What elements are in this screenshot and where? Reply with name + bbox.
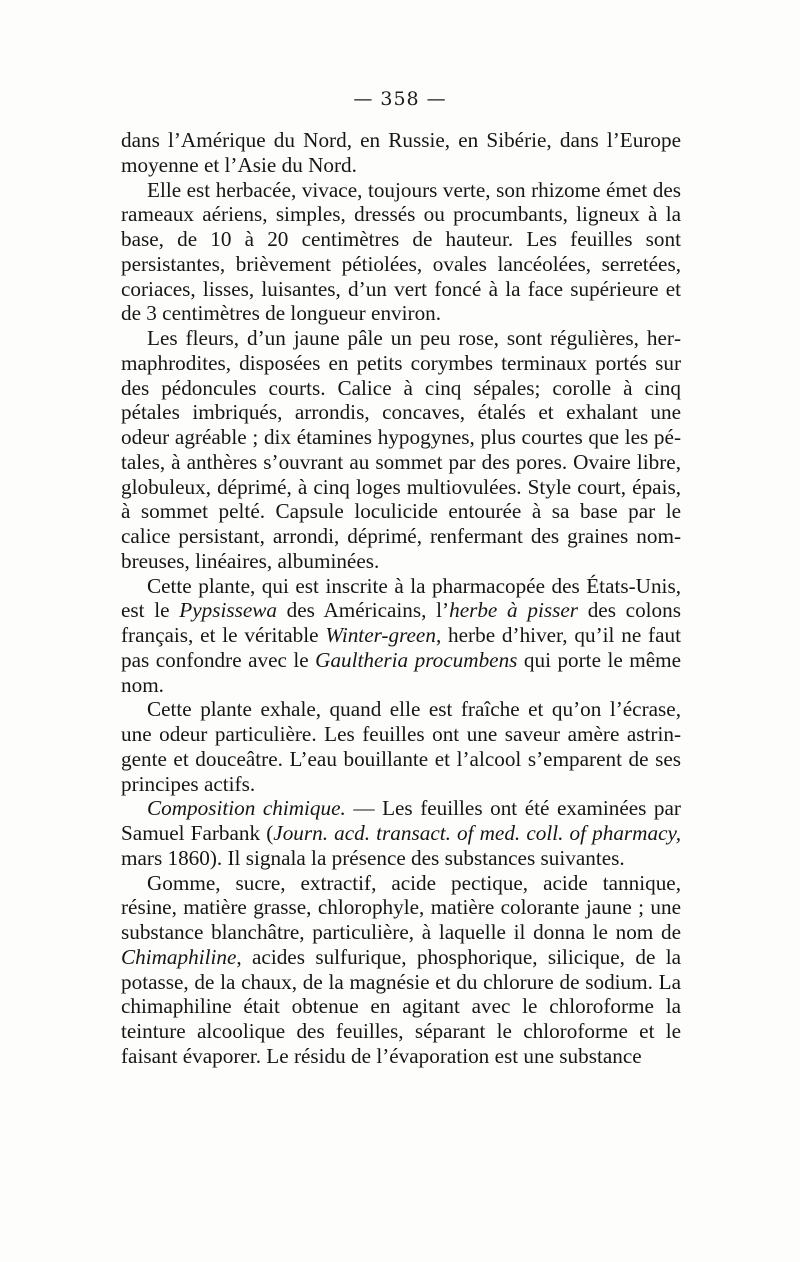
italic-text: Pypsissewa <box>179 598 277 623</box>
paragraph <box>121 178 681 327</box>
text-segment: Les fleurs, d’un jaune pâle un peu rose, sont régulières, hermaphrodites, disposées en petits corymbes terminaux portés sur des pédoncules courts. Calice à cinq sépales; corolle à cinq pétales imbriqués, arrondis, concaves, étalés et exhalant une odeur agréable ; dix étamines hypogynes, plus courtes que les pétales, à anthères s’ouvrant au sommet par des pores. Ovaire libre, globuleux, déprimé, à cinq loges multiovulées. Style court, épais, à sommet pelté. Capsule loculicide entourée à sa base par le calice persistant, arrondi, déprimé, renfermant des graines nombreuses, linéaires, albuminées. <box>121 326 681 573</box>
italic-text: Composition chimique. <box>147 796 346 821</box>
italic-text: Gaultheria procumbens <box>315 647 518 672</box>
text-segment: Cette plante exhale, quand elle est fraîche et qu’on l’écrase, une odeur particulière. Les feuilles ont une saveur amère astringente et douceâtre. L’eau bouillante et l’alcool s’emparent de ses principes actifs. <box>121 697 681 796</box>
italic-text: herbe à pisser <box>449 598 578 623</box>
text-segment: dans l’Amérique du Nord, en Russie, en Sibérie, dans l’Europe moyenne et l’Asie du Nord. <box>121 128 681 177</box>
text-segment: des colons français, et le véritable <box>121 598 681 647</box>
text-segment: Elle est herbacée, vivace, toujours verte, son rhizome émet des rameaux aériens, simples, dressés ou procumbants, ligneux à la base, de 10 à 20 centimètres de hauteur. Les feuilles sont persistantes, brièvement pétiolées, ovales lancéolées, serretées, coriaces, lisses, luisantes, d’un vert foncé à la face supérieure et de 3 centimètres de longueur environ. <box>121 177 681 326</box>
italic-text: Chimaphiline <box>121 944 237 969</box>
text-segment: Cette plante, qui est inscrite à la pharmacopée des États-Unis, est le <box>121 573 681 623</box>
text-segment: Gomme, sucre, extractif, acide pectique, acide tannique, résine, matière grasse, chlorophyle, matière colorante jaune ; une substance blanchâtre, particulière, à laquelle il donna le nom de <box>121 870 681 944</box>
page-number: — 358 — <box>353 88 447 110</box>
body-text <box>121 128 681 1069</box>
paragraph <box>121 796 681 870</box>
text-segment: des Américains, l’ <box>276 598 450 623</box>
paragraph <box>121 128 681 178</box>
paragraph <box>121 574 681 698</box>
text-segment: , herbe d’hiver, qu’il ne faut pas confondre avec le <box>121 623 681 672</box>
paragraph <box>121 326 681 574</box>
text-segment: , acides sulfurique, phosphorique, silicique, de la potasse, de la chaux, de la magnésie et du chlorure de sodium. La chimaphiline était obtenue en agitant avec le chloroforme la teinture alcoolique des feuilles, séparant le chloroforme et le faisant évaporer. Le résidu de l’évaporation est une substance <box>121 944 681 1068</box>
italic-text: Winter-green <box>325 623 436 647</box>
italic-text: Journ. acd. transact. of med. coll. of pharmacy, <box>273 821 682 845</box>
text-segment: mars 1860). Il signala la présence des substances suivantes. <box>121 845 625 870</box>
text-segment: qui porte le même nom. <box>121 647 681 697</box>
paragraph <box>121 697 681 796</box>
text-segment: — Les feuilles ont été examinées par Samuel Farbank ( <box>121 796 681 845</box>
paragraph <box>121 871 681 1069</box>
